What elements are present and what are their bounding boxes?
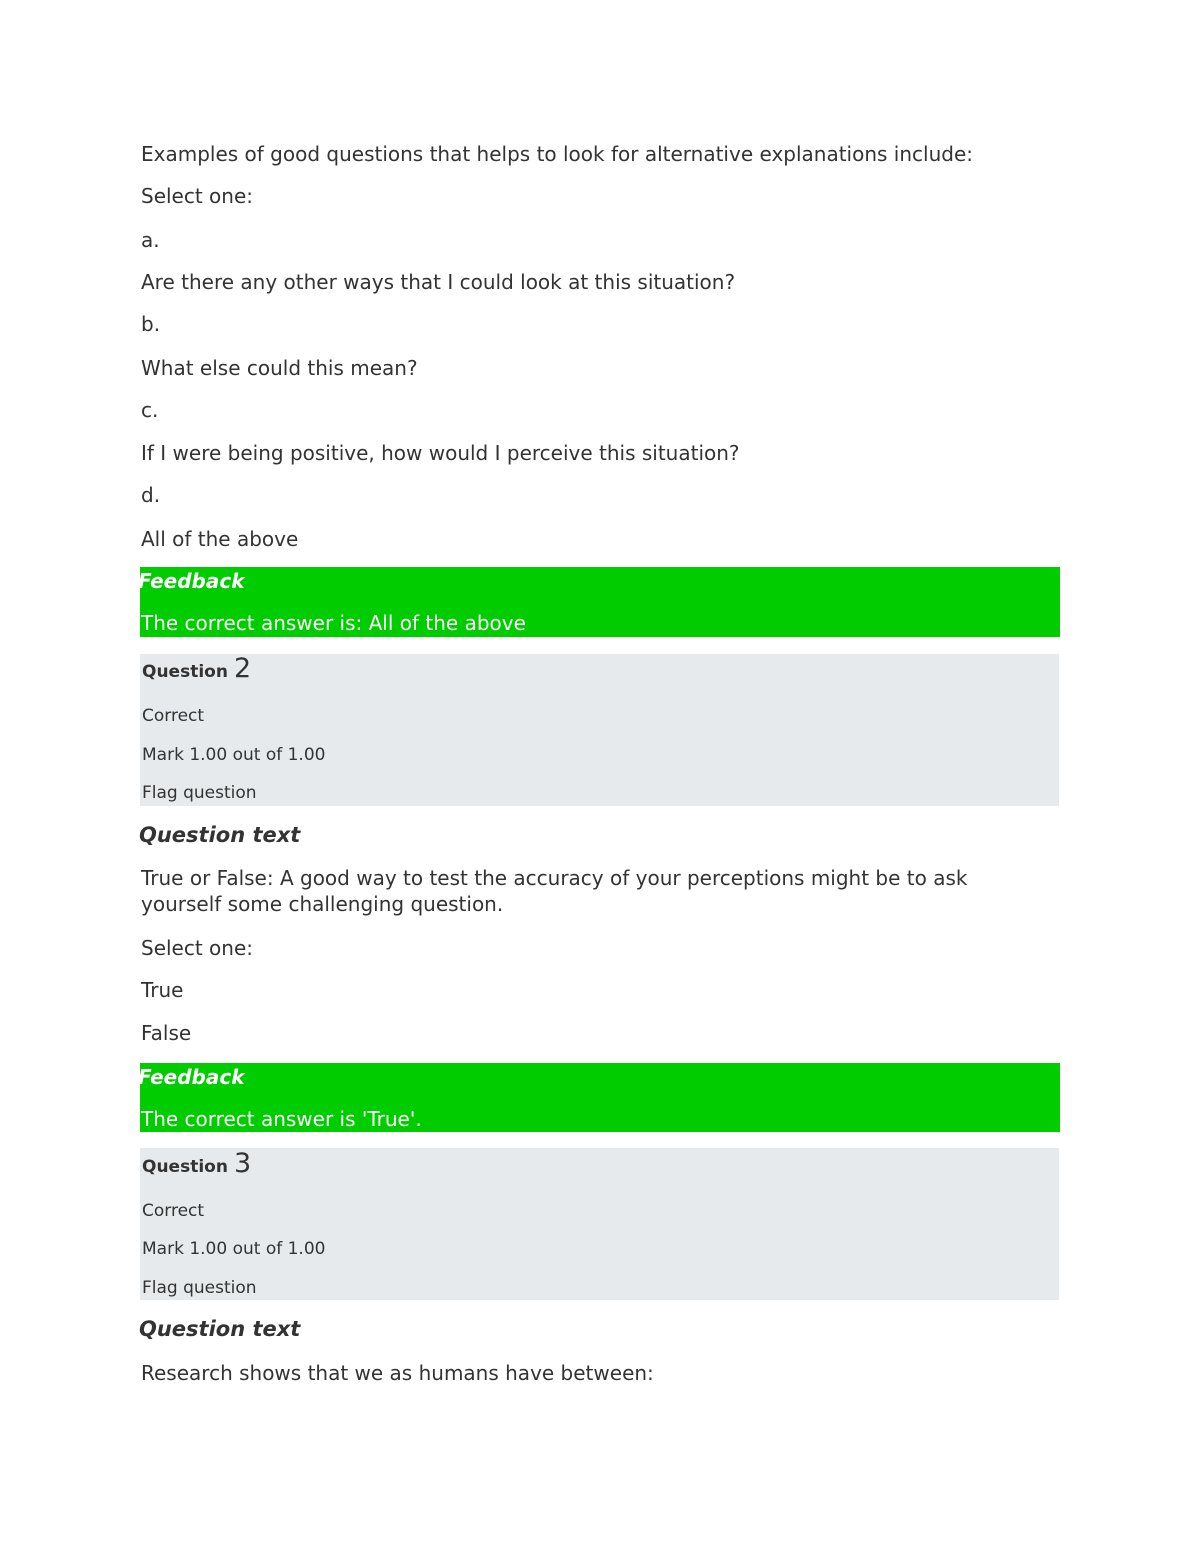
question-2-label	[142, 653, 252, 684]
question-3-status: Correct	[142, 1201, 205, 1221]
option-c-text[interactable]: If I were being positive, how would I perceive this situation?	[141, 441, 740, 465]
question-number: 3	[233, 1148, 252, 1179]
question-2-status: Correct	[142, 706, 205, 726]
question-3-prompt: Research shows that we as humans have between:	[141, 1361, 654, 1385]
option-false[interactable]: False	[141, 1021, 192, 1045]
question-2-select-label: Select one:	[141, 936, 254, 960]
option-b-text[interactable]: What else could this mean?	[141, 356, 418, 380]
question-2-info	[140, 654, 1059, 806]
feedback-heading: Feedback	[138, 569, 245, 593]
option-d-letter: d.	[141, 483, 161, 507]
feedback-heading: Feedback	[138, 1065, 245, 1089]
question-label-text: Question	[142, 1157, 228, 1177]
option-d-text[interactable]: All of the above	[141, 527, 299, 551]
option-true[interactable]: True	[141, 978, 184, 1002]
question-3-info	[140, 1148, 1059, 1300]
option-c-letter: c.	[141, 398, 159, 422]
option-a-text[interactable]: Are there any other ways that I could look at this situation?	[141, 270, 736, 294]
option-b-letter: b.	[141, 312, 161, 336]
question-3-text-heading: Question text	[139, 1317, 301, 1341]
feedback-text: The correct answer is 'True'.	[141, 1107, 422, 1131]
question-2-mark: Mark 1.00 out of 1.00	[142, 745, 326, 765]
question-2-prompt: True or False: A good way to test the accuracy of your perceptions might be to ask yourself some challenging question.	[141, 866, 968, 916]
question-1-feedback	[140, 567, 1060, 637]
question-3-label	[142, 1148, 252, 1179]
feedback-text: The correct answer is: All of the above	[141, 611, 526, 635]
question-2-text-heading: Question text	[139, 823, 301, 847]
question-3-mark: Mark 1.00 out of 1.00	[142, 1239, 326, 1259]
question-label-text: Question	[142, 662, 228, 682]
question-1-select-label: Select one:	[141, 184, 254, 208]
question-2-feedback	[140, 1063, 1060, 1132]
option-a-letter: a.	[141, 228, 160, 252]
question-2-flag-button[interactable]: Flag question	[142, 783, 257, 803]
question-1-prompt: Examples of good questions that helps to look for alternative explanations include:	[141, 142, 974, 166]
question-number: 2	[233, 653, 252, 684]
question-3-flag-button[interactable]: Flag question	[142, 1278, 257, 1298]
